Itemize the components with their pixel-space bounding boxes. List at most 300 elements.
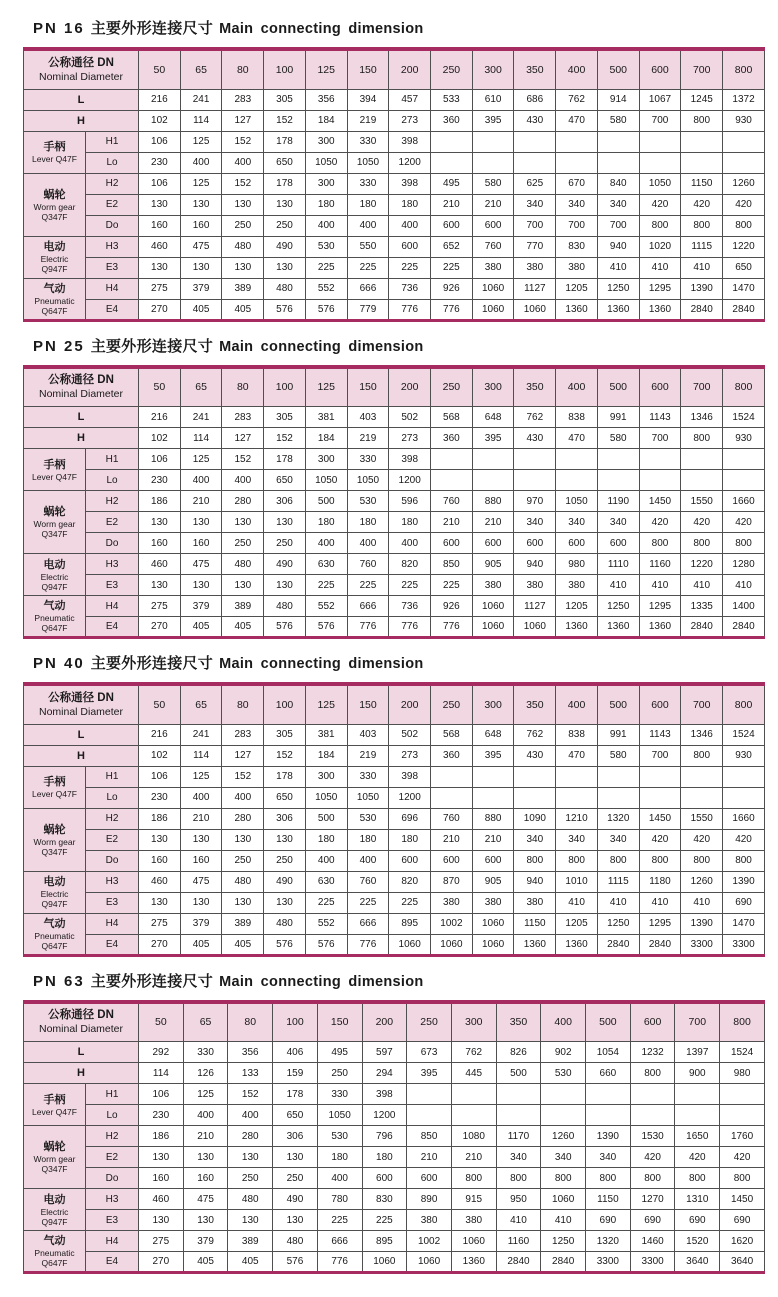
value-cell: 398: [389, 449, 431, 470]
value-cell: 275: [139, 596, 181, 617]
value-cell: 800: [723, 850, 765, 871]
value-cell: [681, 131, 723, 152]
table-row: [24, 808, 765, 829]
table-row: [24, 871, 765, 892]
value-cell: 405: [222, 299, 264, 320]
value-cell: 826: [496, 1042, 541, 1063]
value-cell: 530: [541, 1063, 586, 1084]
value-cell: [496, 1105, 541, 1126]
value-cell: 930: [723, 745, 765, 766]
value-cell: 340: [514, 512, 556, 533]
value-cell: 400: [389, 533, 431, 554]
value-cell: 1400: [723, 596, 765, 617]
row-group-label: [24, 278, 86, 320]
group-label-en: Pneumatic: [34, 930, 75, 941]
value-cell: 475: [180, 236, 222, 257]
value-cell: 381: [305, 724, 347, 745]
value-cell: 340: [541, 1147, 586, 1168]
value-cell: 533: [431, 89, 473, 110]
value-cell: [431, 131, 473, 152]
value-cell: 273: [389, 745, 431, 766]
value-cell: 457: [389, 89, 431, 110]
value-cell: 130: [180, 194, 222, 215]
value-cell: 380: [472, 575, 514, 596]
column-header-dn: 125: [305, 367, 347, 407]
value-cell: 900: [675, 1063, 720, 1084]
value-cell: 389: [222, 278, 264, 299]
value-cell: 410: [597, 257, 639, 278]
value-cell: 1524: [723, 407, 765, 428]
table-row: [24, 470, 765, 491]
value-cell: 800: [451, 1168, 496, 1189]
value-cell: 250: [222, 533, 264, 554]
value-cell: [586, 1105, 631, 1126]
value-cell: 340: [597, 829, 639, 850]
table-header: [24, 367, 765, 407]
value-cell: 980: [720, 1063, 765, 1084]
row-sub-label: H1: [86, 131, 139, 152]
value-cell: [496, 1084, 541, 1105]
value-cell: 395: [407, 1063, 452, 1084]
value-cell: 780: [317, 1189, 362, 1210]
group-label-en: Worm gear: [33, 836, 76, 847]
column-header-dn: 80: [222, 49, 264, 89]
value-cell: 1270: [630, 1189, 675, 1210]
value-cell: 219: [347, 745, 389, 766]
value-cell: 241: [180, 407, 222, 428]
value-cell: 405: [222, 617, 264, 638]
value-cell: 915: [451, 1189, 496, 1210]
value-cell: 410: [556, 892, 598, 913]
value-cell: 270: [139, 299, 181, 320]
value-cell: 470: [556, 745, 598, 766]
group-label-zh: 蜗轮: [43, 506, 66, 518]
value-cell: 125: [180, 766, 222, 787]
value-cell: 216: [139, 724, 181, 745]
column-header-dn: 300: [472, 684, 514, 724]
table-body: [24, 89, 765, 320]
value-cell: 530: [347, 491, 389, 512]
group-label-en: Q947F: [41, 899, 68, 909]
value-cell: 152: [228, 1084, 273, 1105]
value-cell: 495: [317, 1042, 362, 1063]
value-cell: 178: [273, 1084, 318, 1105]
value-cell: 480: [264, 596, 306, 617]
value-cell: 1115: [681, 236, 723, 257]
value-cell: 241: [180, 89, 222, 110]
header-row: [24, 684, 765, 724]
value-cell: 690: [720, 1210, 765, 1231]
group-label-zh: 蜗轮: [43, 188, 66, 201]
value-cell: 127: [222, 428, 264, 449]
table-row: [24, 850, 765, 871]
value-cell: 130: [228, 1210, 273, 1231]
value-cell: 926: [431, 596, 473, 617]
value-cell: 380: [514, 892, 556, 913]
value-cell: 1050: [347, 787, 389, 808]
value-cell: 330: [347, 131, 389, 152]
value-cell: 292: [139, 1042, 184, 1063]
dimension-table: [23, 1000, 765, 1275]
group-label-zh: 手柄: [43, 776, 66, 788]
group-label-en: Q647F: [41, 305, 68, 316]
corner-label-en: Nominal Diameter: [38, 705, 124, 718]
value-cell: 650: [264, 787, 306, 808]
value-cell: 1450: [639, 808, 681, 829]
value-cell: 580: [597, 110, 639, 131]
value-cell: 1295: [639, 278, 681, 299]
value-cell: 850: [431, 554, 473, 575]
column-header-dn: 50: [139, 367, 181, 407]
group-label-en: Q347F: [41, 529, 68, 539]
dimension-table: [23, 682, 765, 957]
value-cell: 130: [139, 575, 181, 596]
dimension-table: [23, 365, 765, 640]
column-header-dn: 800: [723, 684, 765, 724]
value-cell: 895: [389, 913, 431, 934]
value-cell: 760: [347, 554, 389, 575]
value-cell: [675, 1105, 720, 1126]
value-cell: 736: [389, 278, 431, 299]
value-cell: 1450: [639, 491, 681, 512]
value-cell: 1050: [305, 787, 347, 808]
value-cell: 130: [139, 194, 181, 215]
column-header-dn: 150: [317, 1002, 362, 1042]
value-cell: 600: [556, 533, 598, 554]
value-cell: 1002: [431, 913, 473, 934]
value-cell: 870: [431, 871, 473, 892]
table-row: [24, 829, 765, 850]
value-cell: 1050: [317, 1105, 362, 1126]
column-header-dn: 800: [723, 367, 765, 407]
value-cell: 410: [681, 892, 723, 913]
column-header-dn: 65: [183, 1002, 228, 1042]
value-cell: 2840: [496, 1252, 541, 1273]
value-cell: 126: [183, 1063, 228, 1084]
value-cell: [681, 449, 723, 470]
value-cell: 490: [264, 871, 306, 892]
value-cell: 700: [556, 215, 598, 236]
value-cell: 800: [681, 428, 723, 449]
value-cell: 762: [514, 407, 556, 428]
value-cell: 2840: [723, 617, 765, 638]
value-cell: 600: [431, 850, 473, 871]
row-sub-label: Lo: [86, 1105, 139, 1126]
value-cell: 305: [264, 724, 306, 745]
table-row: [24, 766, 765, 787]
value-cell: [720, 1105, 765, 1126]
value-cell: 820: [389, 871, 431, 892]
group-label-en: Electric: [40, 254, 69, 264]
value-cell: 340: [597, 194, 639, 215]
value-cell: 480: [264, 913, 306, 934]
value-cell: 330: [347, 173, 389, 194]
value-cell: 225: [362, 1210, 407, 1231]
value-cell: 160: [180, 533, 222, 554]
value-cell: 820: [389, 554, 431, 575]
column-header-dn: 600: [639, 684, 681, 724]
value-cell: 114: [180, 745, 222, 766]
value-cell: [723, 787, 765, 808]
value-cell: 225: [389, 575, 431, 596]
value-cell: 1205: [556, 278, 598, 299]
value-cell: 380: [514, 257, 556, 278]
value-cell: 600: [407, 1168, 452, 1189]
value-cell: 600: [389, 850, 431, 871]
value-cell: 400: [389, 215, 431, 236]
value-cell: 1280: [723, 554, 765, 575]
value-cell: [720, 1084, 765, 1105]
value-cell: 180: [347, 194, 389, 215]
value-cell: [451, 1105, 496, 1126]
value-cell: 178: [264, 173, 306, 194]
column-header-dn: 150: [347, 684, 389, 724]
group-label-en: Electric: [40, 889, 69, 899]
value-cell: 340: [514, 194, 556, 215]
value-cell: 1335: [681, 596, 723, 617]
value-cell: 216: [139, 407, 181, 428]
value-cell: 283: [222, 724, 264, 745]
value-cell: 1200: [389, 470, 431, 491]
value-cell: 430: [514, 745, 556, 766]
group-label-en: Q647F: [41, 1258, 68, 1268]
table-header: [24, 684, 765, 724]
value-cell: 1360: [639, 299, 681, 320]
value-cell: 686: [514, 89, 556, 110]
corner-label-zh: 公称通径 DN: [48, 691, 114, 704]
value-cell: 340: [597, 512, 639, 533]
value-cell: [630, 1105, 675, 1126]
value-cell: 420: [723, 194, 765, 215]
column-header-dn: 700: [675, 1002, 720, 1042]
value-cell: 800: [630, 1168, 675, 1189]
value-cell: 1110: [597, 554, 639, 575]
group-label-zh: 电动: [43, 241, 66, 253]
value-cell: 210: [183, 1126, 228, 1147]
value-cell: 470: [556, 110, 598, 131]
group-label-zh: 蜗轮: [43, 1141, 66, 1153]
value-cell: 1250: [597, 913, 639, 934]
value-cell: 180: [389, 829, 431, 850]
value-cell: 152: [264, 745, 306, 766]
value-cell: 1250: [541, 1231, 586, 1252]
value-cell: 800: [681, 850, 723, 871]
value-cell: 180: [389, 512, 431, 533]
value-cell: 660: [586, 1063, 631, 1084]
row-sub-label: H2: [86, 491, 139, 512]
value-cell: 838: [556, 407, 598, 428]
value-cell: 940: [514, 554, 556, 575]
value-cell: 800: [597, 850, 639, 871]
group-label-en: Q347F: [41, 1164, 68, 1174]
value-cell: 460: [139, 871, 181, 892]
table-row: [24, 1063, 765, 1084]
value-cell: 991: [597, 724, 639, 745]
value-cell: 970: [514, 491, 556, 512]
value-cell: 1060: [541, 1189, 586, 1210]
value-cell: 576: [305, 617, 347, 638]
value-cell: 1320: [597, 808, 639, 829]
value-cell: 225: [431, 575, 473, 596]
value-cell: 905: [472, 871, 514, 892]
value-cell: 3300: [630, 1252, 675, 1273]
row-sub-label: E2: [86, 1147, 139, 1168]
column-header-dn: 50: [139, 684, 181, 724]
value-cell: 152: [222, 766, 264, 787]
value-cell: 760: [431, 808, 473, 829]
value-cell: [541, 1105, 586, 1126]
group-label-en: Electric: [40, 571, 69, 582]
value-cell: 130: [222, 892, 264, 913]
value-cell: 230: [139, 152, 181, 173]
value-cell: 1260: [723, 173, 765, 194]
column-header-dn: 65: [180, 684, 222, 724]
value-cell: 1200: [389, 152, 431, 173]
value-cell: 1450: [720, 1189, 765, 1210]
value-cell: 1050: [556, 491, 598, 512]
title-english: Main connecting dimension: [219, 656, 424, 672]
value-cell: 114: [139, 1063, 184, 1084]
value-cell: 1060: [407, 1252, 452, 1273]
value-cell: 800: [681, 215, 723, 236]
value-cell: 600: [472, 850, 514, 871]
table-row: [24, 1231, 765, 1252]
value-cell: [723, 449, 765, 470]
dimension-table-section: [23, 970, 778, 1275]
value-cell: 1390: [586, 1126, 631, 1147]
value-cell: 502: [389, 724, 431, 745]
group-label-zh: 电动: [43, 558, 66, 571]
value-cell: 330: [317, 1084, 362, 1105]
value-cell: 330: [347, 449, 389, 470]
row-group-label: [24, 131, 86, 173]
value-cell: 160: [139, 1168, 184, 1189]
value-cell: 389: [222, 596, 264, 617]
table-row: [24, 299, 765, 320]
value-cell: 130: [222, 575, 264, 596]
value-cell: 275: [139, 1231, 184, 1252]
value-cell: 1010: [556, 871, 598, 892]
value-cell: 776: [389, 617, 431, 638]
table-row: [24, 257, 765, 278]
value-cell: 186: [139, 808, 181, 829]
value-cell: 830: [362, 1189, 407, 1210]
value-cell: 410: [681, 257, 723, 278]
header-row: [24, 367, 765, 407]
value-cell: 420: [639, 512, 681, 533]
value-cell: 420: [720, 1147, 765, 1168]
table-row: [24, 1168, 765, 1189]
value-cell: 420: [681, 829, 723, 850]
value-cell: 1760: [720, 1126, 765, 1147]
row-group-label: [24, 808, 86, 871]
value-cell: 576: [305, 934, 347, 955]
value-cell: 130: [222, 829, 264, 850]
value-cell: [597, 470, 639, 491]
column-header-dn: 500: [597, 684, 639, 724]
value-cell: 1360: [556, 617, 598, 638]
value-cell: 389: [228, 1231, 273, 1252]
value-cell: 736: [389, 596, 431, 617]
value-cell: 160: [183, 1168, 228, 1189]
value-cell: 152: [222, 173, 264, 194]
table-row: [24, 1210, 765, 1231]
value-cell: 1200: [389, 787, 431, 808]
value-cell: 180: [389, 194, 431, 215]
value-cell: 930: [723, 110, 765, 131]
value-cell: 210: [431, 829, 473, 850]
value-cell: 3640: [720, 1252, 765, 1273]
column-header-dn: 350: [514, 367, 556, 407]
table-row: [24, 596, 765, 617]
value-cell: 991: [597, 407, 639, 428]
value-cell: 125: [180, 449, 222, 470]
value-cell: 180: [305, 829, 347, 850]
value-cell: 210: [431, 194, 473, 215]
value-cell: 1520: [675, 1231, 720, 1252]
value-cell: 1470: [723, 913, 765, 934]
group-label-zh: 手柄: [43, 141, 66, 153]
value-cell: 230: [139, 470, 181, 491]
value-cell: [472, 131, 514, 152]
value-cell: 1220: [681, 554, 723, 575]
column-header-dn: 250: [431, 49, 473, 89]
value-cell: 1180: [639, 871, 681, 892]
value-cell: 106: [139, 766, 181, 787]
group-label-en: Pneumatic: [34, 613, 75, 623]
value-cell: 180: [347, 829, 389, 850]
value-cell: 1660: [723, 491, 765, 512]
value-cell: 776: [389, 299, 431, 320]
value-cell: [556, 449, 598, 470]
value-cell: 1232: [630, 1042, 675, 1063]
value-cell: 552: [305, 596, 347, 617]
value-cell: 460: [139, 1189, 184, 1210]
value-cell: 610: [472, 89, 514, 110]
value-cell: 1310: [675, 1189, 720, 1210]
value-cell: 470: [556, 428, 598, 449]
value-cell: 666: [317, 1231, 362, 1252]
value-cell: 395: [472, 110, 514, 131]
value-cell: 1360: [597, 617, 639, 638]
value-cell: [472, 449, 514, 470]
value-cell: 186: [139, 491, 181, 512]
value-cell: 800: [639, 215, 681, 236]
value-cell: 130: [264, 512, 306, 533]
table-row: [24, 1042, 765, 1063]
value-cell: 102: [139, 428, 181, 449]
column-header-dn: 125: [305, 684, 347, 724]
value-cell: 159: [273, 1063, 318, 1084]
value-cell: 2840: [597, 934, 639, 955]
table-row: [24, 236, 765, 257]
value-cell: 480: [222, 871, 264, 892]
value-cell: 652: [431, 236, 473, 257]
value-cell: 130: [222, 512, 264, 533]
value-cell: 576: [264, 934, 306, 955]
value-cell: 1060: [472, 913, 514, 934]
row-label: H: [24, 1063, 139, 1084]
value-cell: 762: [451, 1042, 496, 1063]
row-group-label: [24, 554, 86, 596]
table-row: [24, 89, 765, 110]
row-sub-label: H3: [86, 871, 139, 892]
value-cell: 1060: [514, 617, 556, 638]
value-cell: 210: [472, 829, 514, 850]
value-cell: 125: [180, 131, 222, 152]
value-cell: 130: [180, 257, 222, 278]
value-cell: 270: [139, 1252, 184, 1273]
